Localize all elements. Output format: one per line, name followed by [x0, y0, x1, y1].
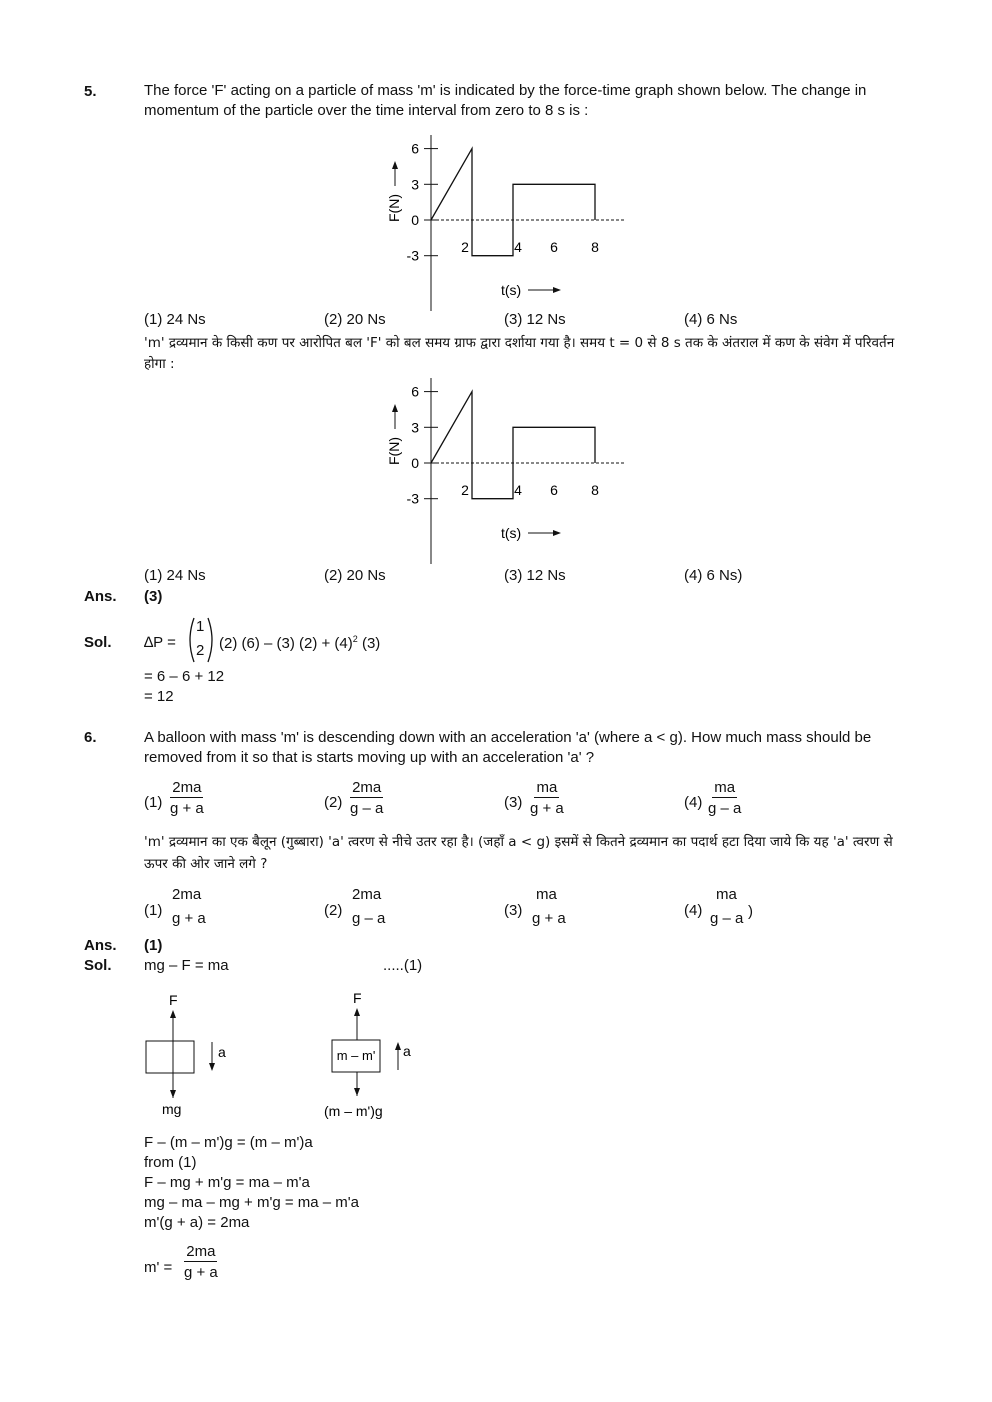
x-tick-label: 6	[550, 482, 558, 498]
question-number-5: 5.	[84, 83, 97, 100]
fbd1-accel-label: a	[218, 1044, 226, 1060]
x-tick-label: 8	[591, 482, 599, 498]
force-time-graph-hindi	[0, 378, 992, 568]
q5-solution-rhs	[219, 634, 380, 652]
q6-option-3-num: ma	[536, 779, 558, 796]
q6-hindi-option-4-num: ma	[716, 886, 737, 903]
y-tick-label: 3	[411, 419, 419, 436]
q5-option-2: (2) 20 Ns	[324, 311, 386, 328]
free-body-diagram-ascending	[316, 988, 436, 1122]
x-axis-label-arrowhead	[553, 530, 561, 536]
q6-solution-label: Sol.	[84, 957, 112, 974]
q5-solution-rhs-main: (2) (6) – (3) (2) + (4)	[219, 635, 353, 652]
q5-solution-line-2: = 12	[144, 688, 174, 705]
y-tick-label: 6	[411, 140, 419, 157]
q5-option-3: (3) 12 Ns	[504, 311, 566, 328]
q6-option-4-den: g – a	[708, 800, 742, 817]
q6-option-1-fraction	[170, 779, 204, 817]
q5-solution-frac-den: 2	[196, 642, 205, 659]
x-tick-label: 2	[461, 239, 469, 255]
q6-solution-line-4: mg – ma – mg + m'g = ma – m'a	[144, 1194, 359, 1211]
q6-answer: (1)	[144, 937, 163, 954]
q6-option-1-num: 2ma	[172, 779, 202, 796]
x-axis-label: t(s)	[501, 282, 522, 298]
q6-option-2-label: (2)	[324, 794, 343, 811]
free-body-diagram-descending	[130, 990, 250, 1120]
fbd1-force-label: F	[169, 992, 178, 1008]
q6-hindi-option-4-label: (4)	[684, 902, 703, 919]
q5-solution-frac-num: 1	[196, 618, 205, 635]
q6-option-1-label: (1)	[144, 794, 163, 811]
q6-hindi-option-1-num: 2ma	[172, 886, 202, 903]
q6-final-lhs: m' =	[144, 1259, 173, 1276]
question-6-text: A balloon with mass 'm' is descending down with an acceleration 'a' (where a < g). How much mass should be removed from it so that is starts moving up with an acceleration 'a' ?	[144, 729, 872, 766]
q6-option-4-label: (4)	[684, 794, 703, 811]
q5-solution-lhs: ∆P =	[144, 634, 176, 651]
x-tick-label: 8	[591, 239, 599, 255]
q6-option-3-fraction	[530, 779, 564, 817]
y-tick-label: 3	[411, 176, 419, 193]
x-tick-label: 4	[514, 239, 522, 255]
q6-hindi-close-paren: )	[748, 903, 753, 920]
q6-hindi-option-1-label: (1)	[144, 902, 163, 919]
y-axis-label: F(N)	[386, 194, 402, 222]
x-axis-label-arrowhead	[553, 287, 561, 293]
q5-solution-line-1: = 6 – 6 + 12	[144, 668, 225, 685]
y-axis-label: F(N)	[386, 437, 402, 465]
q5-option-4: (4) 6 Ns	[684, 311, 738, 328]
q6-solution-eq1: mg – F = ma	[144, 957, 229, 974]
fbd2-weight-label: (m – m')g	[324, 1103, 383, 1119]
q6-hindi-option-3-num: ma	[536, 886, 557, 903]
q6-final-num: 2ma	[186, 1243, 216, 1260]
q6-option-3-den: g + a	[530, 800, 564, 817]
q6-solution-line-1: F – (m – m')g = (m – m')a	[144, 1134, 313, 1151]
y-tick-label: -3	[406, 490, 419, 507]
q6-option-4-fraction	[708, 779, 741, 817]
y-axis-label-arrowhead	[392, 161, 398, 169]
question-5-text: The force 'F' acting on a particle of mass 'm' is indicated by the force-time graph shown below. The change in momentum of the particle over the time interval from zero to 8 s is :	[144, 82, 867, 119]
series-line	[431, 149, 595, 256]
q6-option-2-num: 2ma	[352, 779, 382, 796]
x-axis-label: t(s)	[501, 525, 522, 541]
x-tick-label: 6	[550, 239, 558, 255]
q6-solution-eq1-tag: .....(1)	[383, 957, 423, 974]
q5-solution-exponent: 2	[352, 634, 358, 644]
fbd2-accel-label: a	[403, 1043, 411, 1059]
y-tick-label: 0	[411, 455, 419, 471]
q6-option-2-fraction	[350, 779, 383, 817]
q6-hindi-option-3-den: g + a	[532, 910, 566, 927]
y-tick-label: 0	[411, 212, 419, 228]
q6-hindi-option-3-label: (3)	[504, 902, 523, 919]
q6-final-den: g + a	[184, 1264, 218, 1281]
q6-option-1-den: g + a	[170, 800, 204, 817]
q6-option-2-den: g – a	[350, 800, 384, 817]
question-6-hindi-text: 'm' द्रव्यमान का एक बैलून (गुब्बारा) 'a' त्वरण से नीचे उतर रहा है। (जहाँ a < g) इसमें से कितने द्रव्यमान का पदार्थ हटा दिया जाये कि यह 'a' त्वरण से ऊपर की ओर जाने लगे ?	[144, 834, 893, 872]
q5-solution-tail: (3)	[361, 635, 381, 652]
q6-hindi-option-4-den: g – a	[710, 910, 744, 927]
q6-solution-line-3: F – mg + m'g = ma – m'a	[144, 1174, 310, 1191]
q6-hindi-option-2-num: 2ma	[352, 886, 382, 903]
q6-answer-label: Ans.	[84, 937, 117, 954]
q5-hindi-option-1: (1) 24 Ns	[144, 567, 206, 584]
x-tick-label: 2	[461, 482, 469, 498]
question-number-6: 6.	[84, 729, 97, 746]
q6-hindi-option-2-den: g – a	[352, 910, 386, 927]
fbd2-force-label: F	[353, 990, 362, 1006]
y-tick-label: -3	[406, 247, 419, 264]
y-axis-label-arrowhead	[392, 404, 398, 412]
q5-hindi-option-3: (3) 12 Ns	[504, 567, 566, 584]
force-time-graph-english	[0, 135, 992, 315]
q6-hindi-option-1-den: g + a	[172, 910, 206, 927]
series-line	[431, 392, 595, 499]
q5-hindi-option-2: (2) 20 Ns	[324, 567, 386, 584]
q6-solution-line-2: from (1)	[144, 1154, 197, 1171]
q6-option-4-num: ma	[714, 779, 736, 796]
fbd1-weight-label: mg	[162, 1101, 182, 1117]
q6-solution-line-5: m'(g + a) = 2ma	[144, 1214, 250, 1231]
q6-hindi-option-2-label: (2)	[324, 902, 343, 919]
q5-answer: (3)	[144, 588, 163, 605]
x-tick-label: 4	[514, 482, 522, 498]
q5-option-1: (1) 24 Ns	[144, 311, 206, 328]
q6-final-fraction	[184, 1243, 218, 1281]
question-5-hindi-text: 'm' द्रव्यमान के किसी कण पर आरोपित बल 'F' को बल समय ग्राफ द्वारा दर्शाया गया है। समय t = 0 से 8 s तक के अंतराल में कण के संवेग में परिवर्तन होगा :	[144, 335, 895, 372]
fbd2-box-label: m – m'	[336, 1048, 376, 1063]
q5-answer-label: Ans.	[84, 588, 117, 605]
q5-solution-label: Sol.	[84, 634, 112, 651]
q5-hindi-option-4: (4) 6 Ns)	[684, 567, 743, 584]
q6-option-3-label: (3)	[504, 794, 523, 811]
y-tick-label: 6	[411, 383, 419, 400]
